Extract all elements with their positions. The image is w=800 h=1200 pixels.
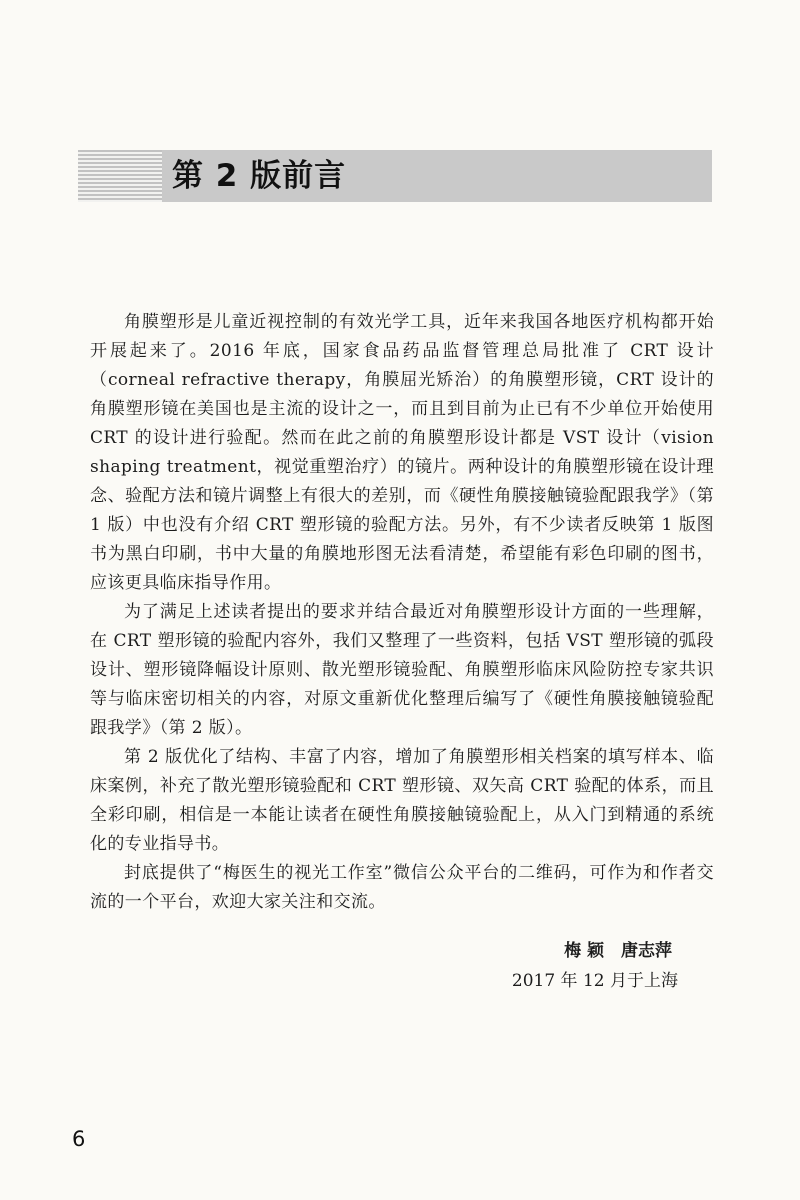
preface-body: [90, 308, 714, 917]
chapter-title: 第 2 版前言: [172, 158, 347, 194]
page-number: 6: [72, 1127, 86, 1151]
signature-block: [470, 936, 714, 996]
author-names: 梅 颖 唐志萍: [564, 941, 672, 961]
paragraph-1: 角膜塑形是儿童近视控制的有效光学工具，近年来我国各地医疗机构都开始开展起来了。2016 年底，国家食品药品监督管理总局批准了 CRT 设计（corneal refractive therapy，角膜屈光矫治）的角膜塑形镜，CRT 设计的角膜塑形镜在美国也是主流的设计之一，而且到目前为止已有不少单位开始使用 CRT 的设计进行验配。然而在此之前的角膜塑形设计都是 VST 设计（vision shaping treatment，视觉重塑治疗）的镜片。两种设计的角膜塑形镜在设计理念、验配方法和镜片调整上有很大的差别，而《硬性角膜接触镜验配跟我学》（第 1 版）中也没有介绍 CRT 塑形镜的验配方法。另外，有不少读者反映第 1 版图书为黑白印刷，书中大量的角膜地形图无法看清楚，希望能有彩色印刷的图书，应该更具临床指导作用。: [90, 312, 714, 593]
signature-date: 2017 年 12 月于上海: [511, 971, 678, 991]
paragraph-3: 第 2 版优化了结构、丰富了内容，增加了角膜塑形相关档案的填写样本、临床案例，补充了散光塑形镜验配和 CRT 塑形镜、双矢高 CRT 验配的体系，而且全彩印刷，相信是一本能让读者在硬性角膜接触镜验配上，从入门到精通的系统化的专业指导书。: [90, 747, 714, 854]
heading-stripe-decoration: [78, 150, 162, 202]
chapter-heading-band: [78, 150, 712, 202]
paragraph-4: 封底提供了“梅医生的视光工作室”微信公众平台的二维码，可作为和作者交流的一个平台，欢迎大家关注和交流。: [90, 863, 714, 912]
paragraph-2: 为了满足上述读者提出的要求并结合最近对角膜塑形设计方面的一些理解，在 CRT 塑形镜的验配内容外，我们又整理了一些资料，包括 VST 塑形镜的弧段设计、塑形镜降幅设计原则、散光塑形镜验配、角膜塑形临床风险防控专家共识等与临床密切相关的内容，对原文重新优化整理后编写了《硬性角膜接触镜验配跟我学》（第 2 版）。: [90, 602, 714, 738]
